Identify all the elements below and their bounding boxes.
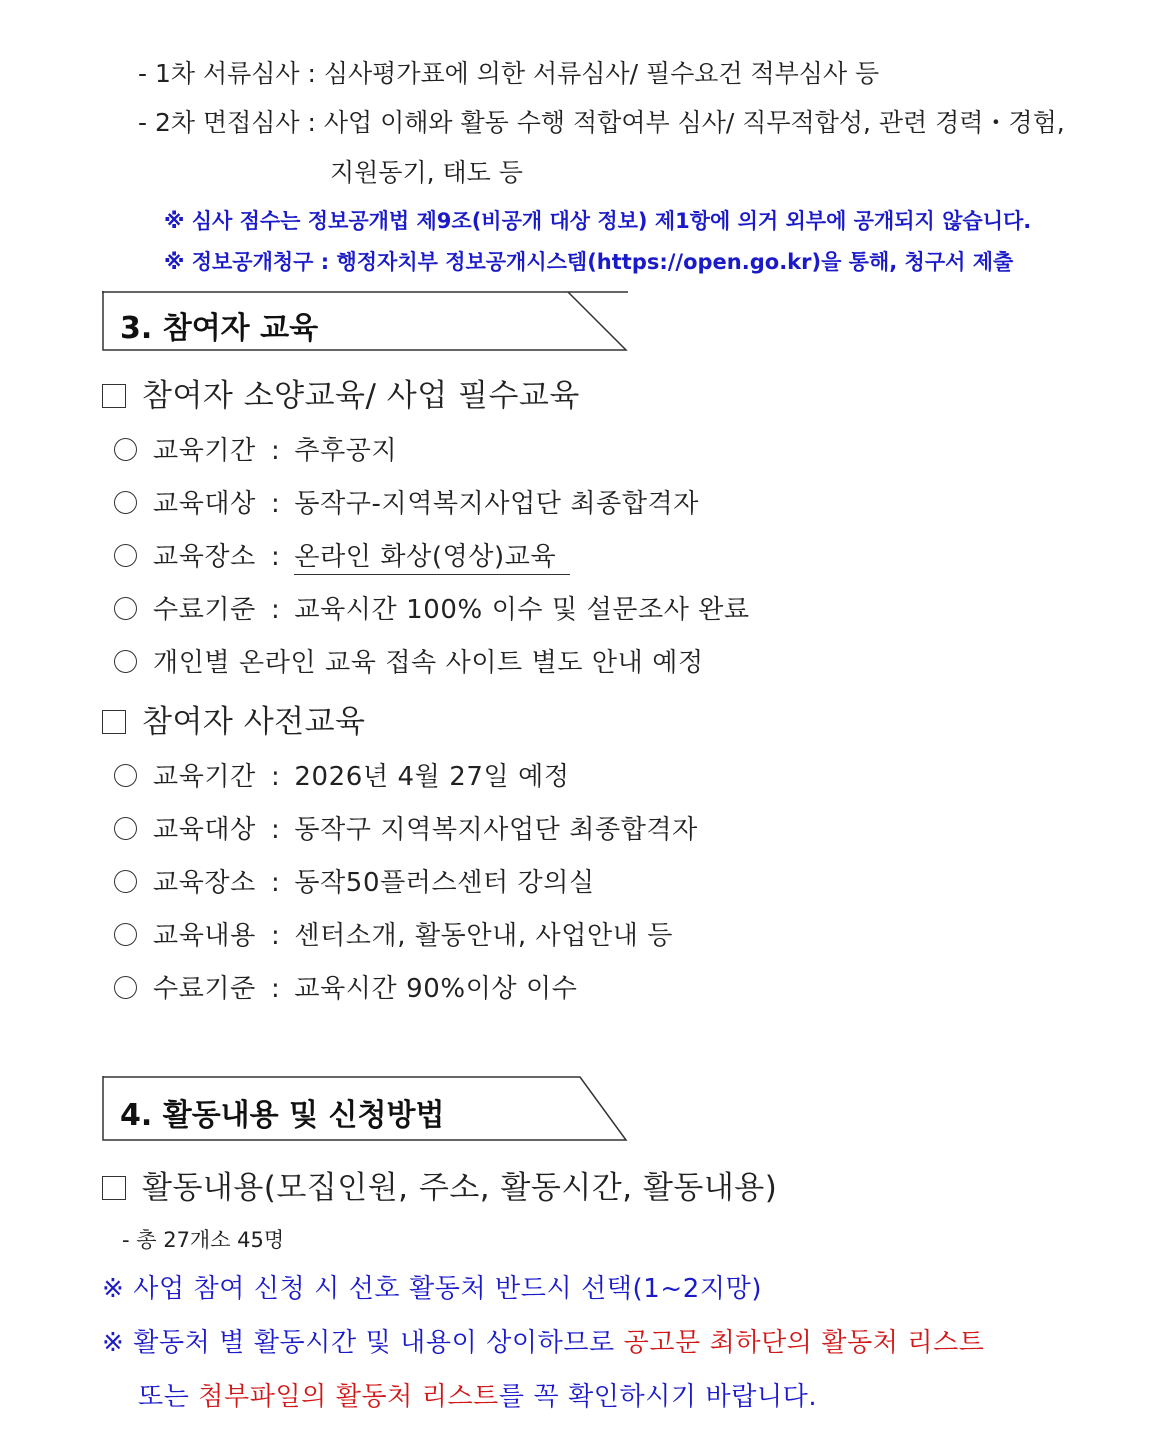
section3-block1-heading: 참여자 소양교육/ 사업 필수교육 — [142, 378, 580, 414]
section4-title-box — [102, 1076, 628, 1141]
item-value: 추후공지 — [294, 436, 398, 466]
circle-bullet-icon — [114, 817, 137, 840]
list-item — [114, 589, 750, 626]
list-item — [114, 809, 698, 846]
item-label: 수료기준 — [153, 595, 256, 625]
list-item — [114, 430, 397, 467]
item-label: 교육기간 — [153, 436, 256, 466]
circle-bullet-icon — [114, 764, 137, 787]
review-second-stage-cont: 지원동기, 태도 등 — [330, 158, 523, 187]
item-value: 교육시간 90%이상 이수 — [294, 974, 578, 1004]
item-colon: : — [271, 815, 281, 845]
item-value: 동작구-지역복지사업단 최종합격자 — [294, 489, 699, 519]
item-label: 교육기간 — [153, 762, 256, 792]
circle-bullet-icon — [114, 491, 137, 514]
item-value: 2026년 4월 27일 예정 — [294, 762, 570, 792]
item-value: 센터소개, 활동안내, 사업안내 등 — [294, 921, 674, 951]
section4-total: - 총 27개소 45명 — [122, 1228, 285, 1252]
list-item — [114, 756, 570, 793]
note-highlight: 공고문 최하단의 활동처 리스트 — [623, 1328, 985, 1358]
item-value-underlined: 온라인 화상(영상)교육 — [294, 542, 570, 575]
item-text: 개인별 온라인 교육 접속 사이트 별도 안내 예정 — [153, 648, 704, 678]
list-item — [114, 915, 673, 952]
section4-heading-row — [102, 1162, 777, 1207]
checkbox-square-icon — [102, 710, 126, 734]
note-highlight: 첨부파일의 활동처 리스트 — [198, 1382, 499, 1412]
review-note-score: ※ 심사 점수는 정보공개법 제9조(비공개 대상 정보) 제1항에 의거 외부에 공개되지 않습니다. — [164, 209, 1032, 233]
circle-bullet-icon — [114, 923, 137, 946]
list-item — [114, 862, 595, 899]
item-label: 교육장소 — [153, 542, 256, 572]
review-note-disclosure: ※ 정보공개청구 : 행정자치부 정보공개시스템(https://open.go.kr)을 통해, 청구서 제출 — [164, 250, 1014, 274]
item-colon: : — [271, 542, 281, 572]
circle-bullet-icon — [114, 597, 137, 620]
item-colon: : — [271, 762, 281, 792]
circle-bullet-icon — [114, 438, 137, 461]
item-colon: : — [271, 595, 281, 625]
item-colon: : — [271, 868, 281, 898]
list-item — [114, 968, 577, 1005]
circle-bullet-icon — [114, 650, 137, 673]
note-text: ※ 활동처 별 활동시간 및 내용이 상이하므로 — [102, 1328, 624, 1358]
item-value: 동작구 지역복지사업단 최종합격자 — [294, 815, 698, 845]
section4-title: 4. 활동내용 및 신청방법 — [120, 1098, 445, 1133]
item-value: 교육시간 100% 이수 및 설문조사 완료 — [294, 595, 750, 625]
section3-block2-heading-row — [102, 696, 365, 741]
item-label: 교육대상 — [153, 815, 256, 845]
section3-block2-heading: 참여자 사전교육 — [142, 704, 366, 740]
section4-heading: 활동내용(모집인원, 주소, 활동시간, 활동내용) — [142, 1170, 778, 1206]
item-colon: : — [271, 974, 281, 1004]
note-text: 또는 — [138, 1382, 199, 1412]
checkbox-square-icon — [102, 1176, 126, 1200]
circle-bullet-icon — [114, 976, 137, 999]
list-item — [114, 642, 704, 679]
item-value: 동작50플러스센터 강의실 — [294, 868, 595, 898]
section3-title: 3. 참여자 교육 — [120, 311, 319, 346]
item-label: 교육대상 — [153, 489, 256, 519]
list-item — [114, 536, 570, 573]
item-colon: : — [271, 489, 281, 519]
section4-note-list-row1 — [102, 1322, 985, 1359]
list-item — [114, 483, 699, 520]
circle-bullet-icon — [114, 544, 137, 567]
review-second-stage: - 2차 면접심사 : 사업 이해와 활동 수행 적합여부 심사/ 직무적합성, 관련 경력・경험, — [138, 108, 1065, 137]
item-label: 교육장소 — [153, 868, 256, 898]
section3-block1-heading-row — [102, 370, 580, 415]
item-label: 교육내용 — [153, 921, 256, 951]
section4-note-preference: ※ 사업 참여 신청 시 선호 활동처 반드시 선택(1~2지망) — [102, 1274, 763, 1304]
item-label: 수료기준 — [153, 974, 256, 1004]
section4-note-list-row2 — [138, 1376, 817, 1413]
circle-bullet-icon — [114, 870, 137, 893]
note-text: 를 꼭 확인하시기 바랍니다. — [498, 1382, 818, 1412]
review-first-stage: - 1차 서류심사 : 심사평가표에 의한 서류심사/ 필수요건 적부심사 등 — [138, 59, 880, 88]
checkbox-square-icon — [102, 384, 126, 408]
item-colon: : — [271, 436, 281, 466]
item-colon: : — [271, 921, 281, 951]
section3-title-box — [102, 291, 628, 351]
